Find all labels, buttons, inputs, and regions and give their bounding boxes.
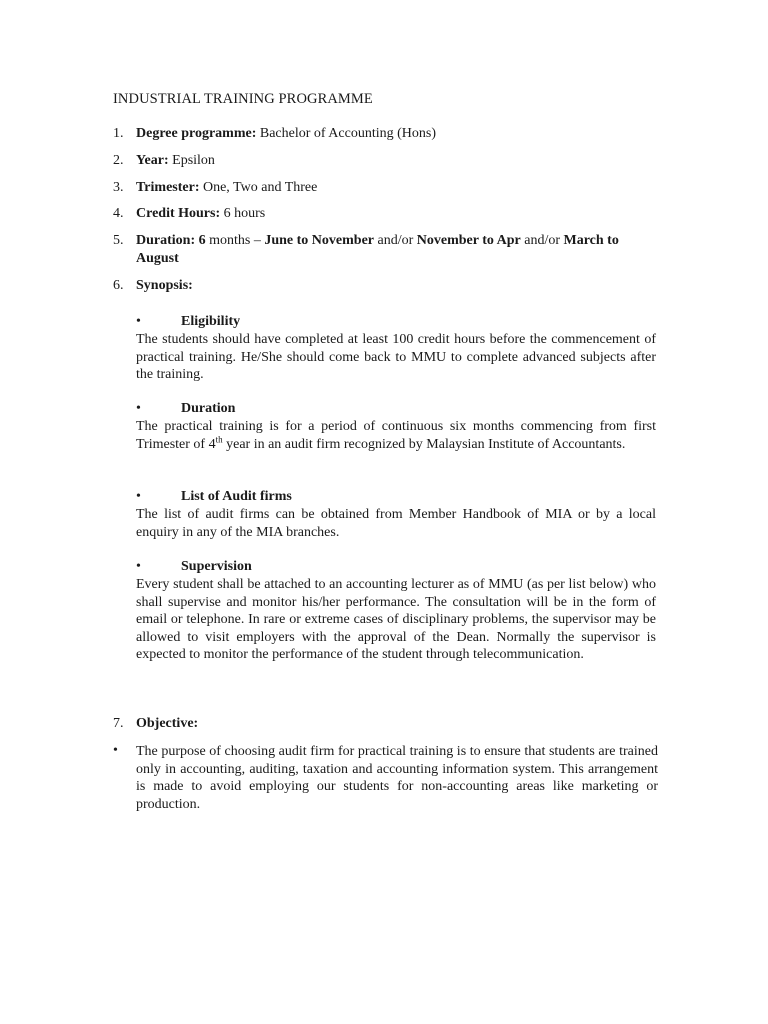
item-value: Bachelor of Accounting (Hons) <box>259 126 436 141</box>
synopsis-duration <box>136 400 656 453</box>
section-paragraph: Every student shall be attached to an accounting lecturer as of MMU (as per list below) who shall supervise and monitor his/her performance. The consultation will be in the form of email or telephone. In rare or extreme cases of disciplinary problems, the supervisor may be allowed to visit employers with the approval of the Dean. Normally the supervisor is expected to monitor the performance of the student through telecommunication. <box>136 577 656 663</box>
bullet-icon: • <box>113 743 118 758</box>
section-paragraph: The list of audit firms can be obtained from Member Handbook of MIA or by a local enquiry in any of the MIA branches. <box>136 507 656 540</box>
objective-paragraph: The purpose of choosing audit firm for practical training is to ensure that students are trained only in accounting, auditing, taxation and accounting information system. This arrangement is made to avoid employing our students for non-accounting areas like marketing or production. <box>136 744 658 812</box>
item-label: Year: <box>136 153 169 168</box>
item-number: 3. <box>113 180 124 195</box>
item-number: 5. <box>113 233 124 248</box>
synopsis-audit-firms <box>136 488 656 541</box>
item-number: 7. <box>113 716 124 731</box>
bullet-icon: • <box>136 559 141 574</box>
paragraph-text: year in an audit firm recognized by Malaysian Institute of Accountants. <box>226 436 626 452</box>
item-period: March to August <box>136 233 619 266</box>
item-label: Trimester: <box>136 180 200 195</box>
item-degree-programme <box>113 125 658 143</box>
item-synopsis <box>113 277 658 295</box>
item-label: Duration: 6 <box>136 233 206 248</box>
item-period: June to November <box>264 233 375 248</box>
item-label: Objective: <box>136 716 199 731</box>
section-heading: List of Audit firms <box>181 489 292 504</box>
item-number: 6. <box>113 278 124 293</box>
document-title: INDUSTRIAL TRAINING PROGRAMME <box>113 91 373 107</box>
item-value: Epsilon <box>172 153 215 168</box>
item-period: November to Apr <box>416 233 521 248</box>
item-objective <box>113 715 658 733</box>
bullet-icon: • <box>136 401 141 416</box>
item-number: 2. <box>113 153 124 168</box>
item-number: 1. <box>113 126 124 141</box>
item-year <box>113 152 658 170</box>
item-value: 6 hours <box>223 206 266 221</box>
item-text: and/or <box>524 233 560 248</box>
section-paragraph: The students should have completed at least 100 credit hours before the commencement of practical training. He/She should come back to MMU to complete advanced subjects after the training. <box>136 332 656 383</box>
item-label: Credit Hours: <box>136 206 221 221</box>
item-label: Synopsis: <box>136 278 193 293</box>
objective-bullet <box>113 743 658 813</box>
bullet-icon: • <box>136 314 141 329</box>
synopsis-eligibility <box>136 313 656 384</box>
ordinal-superscript: th <box>215 433 223 444</box>
item-value: One, Two and Three <box>202 180 318 195</box>
bullet-icon: • <box>136 489 141 504</box>
section-paragraph <box>136 418 656 453</box>
synopsis-supervision <box>136 558 656 664</box>
section-heading: Duration <box>181 401 236 416</box>
item-duration <box>113 232 658 267</box>
item-number: 4. <box>113 206 124 221</box>
item-trimester <box>113 179 658 197</box>
paragraph-text: The practical training is for a period of continuous six months commencing from first Trimester of 4 <box>136 419 656 452</box>
section-heading: Supervision <box>181 559 252 574</box>
section-heading: Eligibility <box>181 314 241 329</box>
item-text: and/or <box>377 233 414 248</box>
item-label: Degree programme: <box>136 126 257 141</box>
item-credit-hours <box>113 205 658 223</box>
item-text: months – <box>209 233 261 248</box>
